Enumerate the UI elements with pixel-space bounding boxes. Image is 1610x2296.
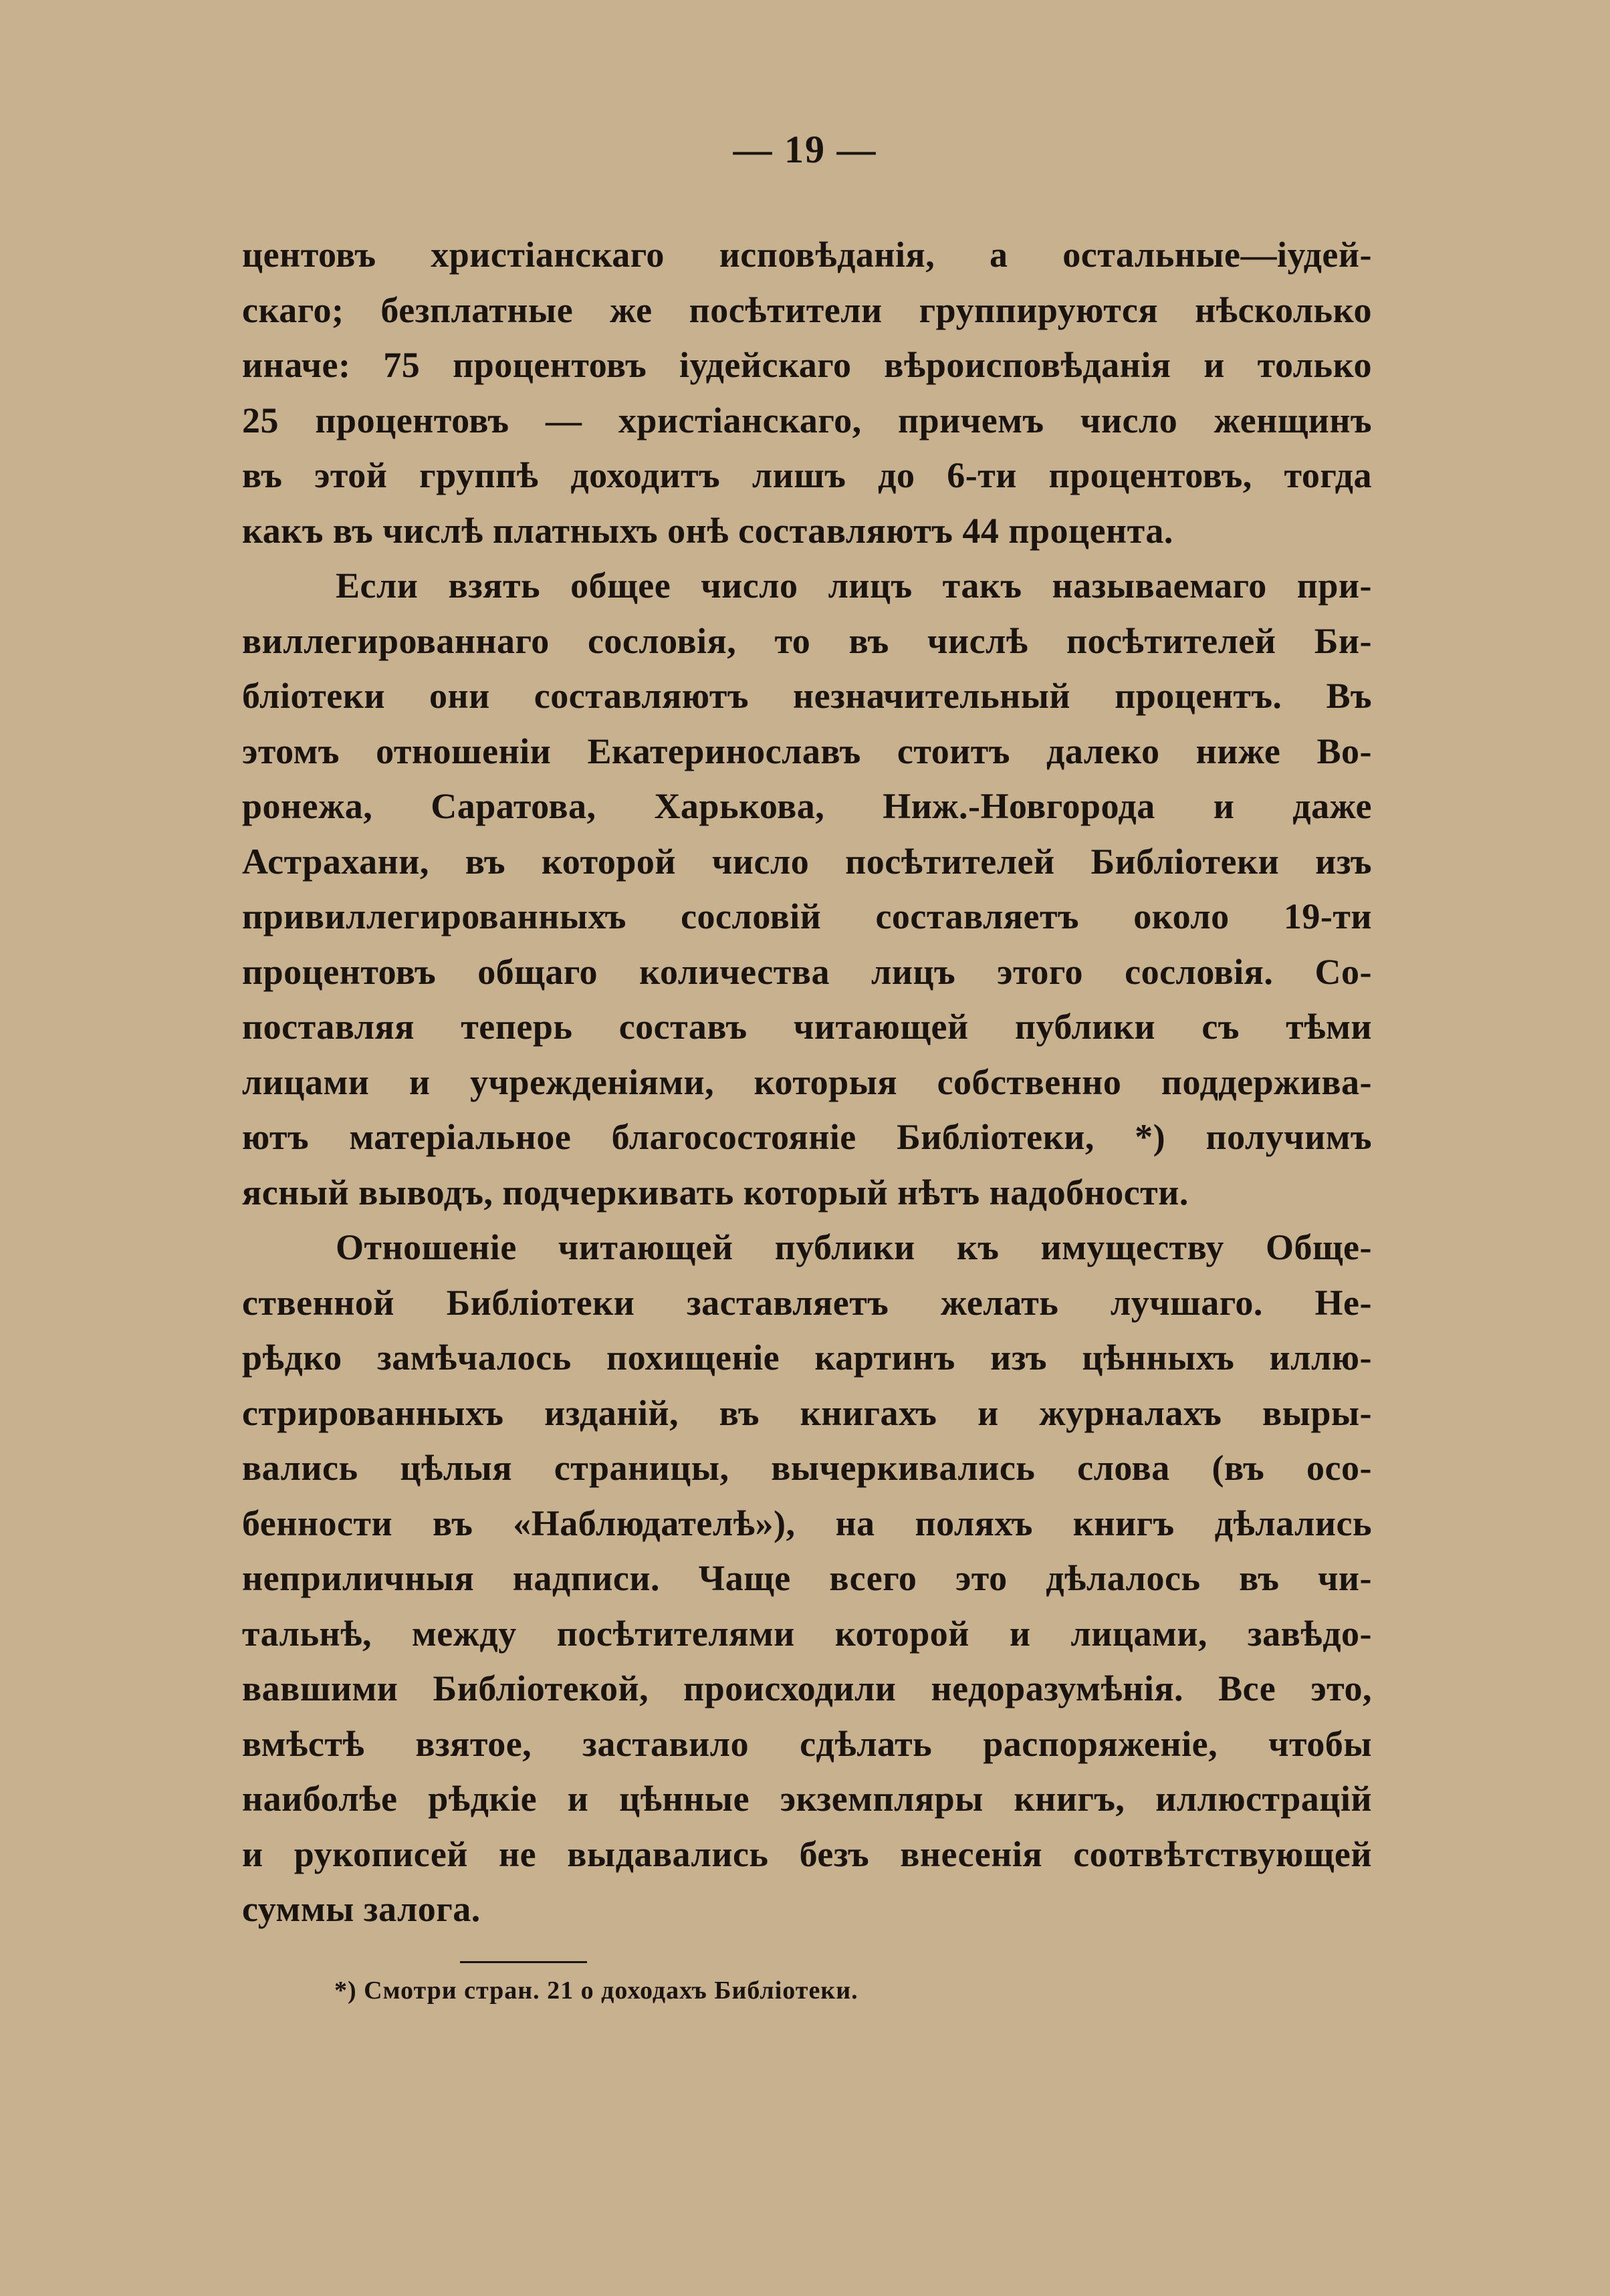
footnote-divider bbox=[460, 1961, 587, 1963]
text-line: вались цѣлыя страницы, вычеркивались слова (въ осо- bbox=[242, 1448, 1372, 1488]
text-line: ронежа, Саратова, Харькова, Ниж.-Новгорода и даже bbox=[242, 786, 1372, 826]
page-number: — 19 — bbox=[733, 128, 877, 171]
text-line: Отношеніе читающей публики къ имуществу Обще- bbox=[336, 1227, 1372, 1267]
footnote: *) Смотри стран. 21 о доходахъ Библіотеки. bbox=[334, 1976, 858, 2005]
text-line: Если взять общее число лицъ такъ называемаго при- bbox=[336, 565, 1372, 606]
text-line: суммы залога. bbox=[242, 1889, 481, 1929]
text-line: ясный выводъ, подчеркивать который нѣтъ надобности. bbox=[242, 1172, 1189, 1213]
text-line: скаго; безплатные же посѣтители группируются нѣсколько bbox=[242, 289, 1372, 330]
text-line: привиллегированныхъ сословій составляетъ около 19-ти bbox=[242, 896, 1372, 936]
text-line: процентовъ общаго количества лицъ этого сословія. Со- bbox=[242, 951, 1372, 992]
text-line: рѣдко замѣчалось похищеніе картинъ изъ цѣнныхъ иллю- bbox=[242, 1337, 1372, 1378]
text-line: Астрахани, въ которой число посѣтителей Библіотеки изъ bbox=[242, 841, 1372, 882]
text-line: ютъ матеріальное благосостояніе Библіотеки, *) получимъ bbox=[242, 1117, 1372, 1157]
text-line: поставляя теперь составъ читающей публики съ тѣми bbox=[242, 1007, 1372, 1047]
text-line: какъ въ числѣ платныхъ онѣ составляютъ 44 процента. bbox=[242, 510, 1173, 551]
text-line: вмѣстѣ взятое, заставило сдѣлать распоряженіе, чтобы bbox=[242, 1723, 1372, 1764]
text-line: тальнѣ, между посѣтителями которой и лицами, завѣдо- bbox=[242, 1613, 1372, 1654]
text-line: бенности въ «Наблюдателѣ»), на поляхъ книгъ дѣлались bbox=[242, 1503, 1372, 1543]
text-line: 25 процентовъ — христіанскаго, причемъ число женщинъ bbox=[242, 400, 1372, 440]
text-line: иначе: 75 процентовъ іудейскаго вѣроисповѣданія и только bbox=[242, 345, 1372, 385]
body-text bbox=[242, 227, 1372, 1937]
text-line: виллегированнаго сословія, то въ числѣ посѣтителей Би- bbox=[242, 620, 1372, 661]
text-line: центовъ христіанскаго исповѣданія, а остальные—іудей- bbox=[242, 235, 1372, 275]
text-line: наиболѣе рѣдкіе и цѣнные экземпляры книгъ, иллюстрацій bbox=[242, 1779, 1372, 1819]
text-line: этомъ отношеніи Екатеринославъ стоитъ далеко ниже Во- bbox=[242, 731, 1372, 771]
text-line: въ этой группѣ доходитъ лишъ до 6-ти процентовъ, тогда bbox=[242, 455, 1372, 495]
text-line: вавшими Библіотекой, происходили недоразумѣнія. Все это, bbox=[242, 1668, 1372, 1708]
text-line: неприличныя надписи. Чаще всего это дѣлалось въ чи- bbox=[242, 1558, 1372, 1598]
text-line: бліотеки они составляютъ незначительный процентъ. Въ bbox=[242, 676, 1372, 716]
text-line: лицами и учрежденіями, которыя собственно поддержива- bbox=[242, 1061, 1372, 1102]
text-line: ственной Библіотеки заставляетъ желать лучшаго. Не- bbox=[242, 1282, 1372, 1323]
text-line: стрированныхъ изданій, въ книгахъ и журналахъ выры- bbox=[242, 1392, 1372, 1433]
text-line: и рукописей не выдавались безъ внесенія соотвѣтствующей bbox=[242, 1833, 1372, 1874]
